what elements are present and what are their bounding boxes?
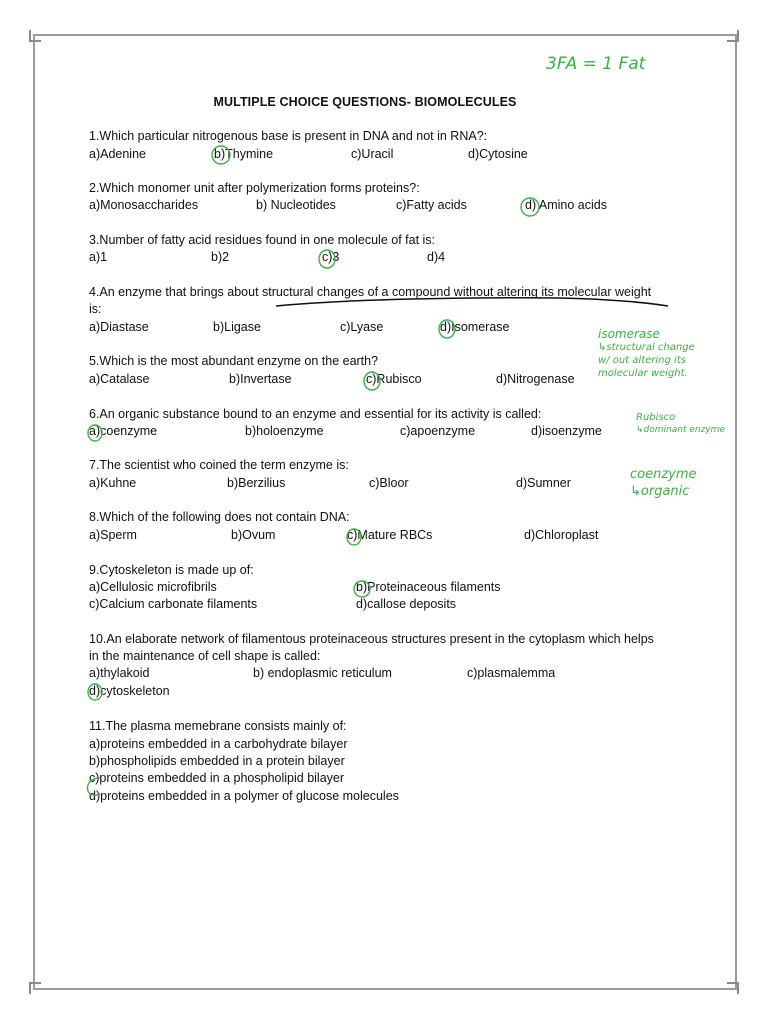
option: d)callose deposits [356, 597, 457, 611]
option: c)Uracil [351, 147, 394, 161]
option: d)Cytosine [468, 147, 528, 161]
option: c)Lyase [340, 320, 384, 334]
option: b)Berzilius [227, 476, 286, 490]
question-text-cont: is: [89, 302, 102, 316]
option: d)Isomerase [440, 320, 510, 334]
option: a)coenzyme [89, 424, 158, 438]
question-text: 9.Cytoskeleton is made up of: [89, 563, 254, 577]
option: a)Cellulosic microfibrils [89, 580, 217, 594]
question-text: 10.An elaborate network of filamentous proteinaceous structures present in the cytoplasm which helps [89, 632, 654, 646]
option: d)cytoskeleton [89, 684, 170, 698]
option: a)Diastase [89, 320, 149, 334]
corner-mark [29, 982, 41, 994]
option: d)4 [427, 250, 446, 264]
option: b)holoenzyme [245, 424, 324, 438]
option: a)1 [89, 250, 108, 264]
option: d)Chloroplast [524, 528, 599, 542]
question-text: 2.Which monomer unit after polymerization forms proteins?: [89, 181, 420, 195]
option: a)Kuhne [89, 476, 137, 490]
option: a)proteins embedded in a carbohydrate bilayer [89, 737, 348, 751]
handwritten-note-rubisco: Rubisco ↳dominant enzyme [636, 412, 725, 435]
option: c)3 [322, 250, 340, 264]
corner-mark [727, 982, 739, 994]
option: b)Thymine [214, 147, 274, 161]
option: b)2 [211, 250, 230, 264]
option: c)Fatty acids [396, 198, 467, 212]
handwritten-note-isomerase: isomerase ↳structural change w/ out altering its molecular weight. [598, 327, 695, 379]
question-text: 5.Which is the most abundant enzyme on the earth? [89, 354, 379, 368]
option: a)Sperm [89, 528, 137, 542]
option: c)Mature RBCs [347, 528, 433, 542]
question-text: 4.An enzyme that brings about structural changes of a compound without altering its molecular weight [89, 285, 652, 299]
question-text: 1.Which particular nitrogenous base is present in DNA and not in RNA?: [89, 129, 488, 143]
option: c)Bloor [369, 476, 409, 490]
question-text: 8.Which of the following does not contain DNA: [89, 510, 350, 524]
option: d) Amino acids [525, 198, 607, 212]
option: c)Calcium carbonate filaments [89, 597, 258, 611]
option: c)Rubisco [366, 372, 422, 386]
option: a)Monosaccharides [89, 198, 199, 212]
option: b) Nucleotides [256, 198, 336, 212]
option: b)Ligase [213, 320, 261, 334]
option: a)thylakoid [89, 666, 150, 680]
option: c)plasmalemma [467, 666, 556, 680]
option: a)Adenine [89, 147, 146, 161]
option: d)Nitrogenase [496, 372, 575, 386]
question-text: 6.An organic substance bound to an enzyme and essential for its activity is called: [89, 407, 542, 421]
option: c)proteins embedded in a phospholipid bilayer [89, 771, 345, 785]
option: b)phospholipids embedded in a protein bilayer [89, 754, 345, 768]
option: b) endoplasmic reticulum [253, 666, 392, 680]
handwritten-note-coenzyme: coenzyme ↳organic [630, 467, 697, 499]
handwritten-note-top: 3FA = 1 Fat [546, 54, 646, 74]
option: c)apoenzyme [400, 424, 476, 438]
option: d)Sumner [516, 476, 571, 490]
corner-mark [727, 30, 739, 42]
option: d)proteins embedded in a polymer of glucose molecules [89, 789, 399, 803]
page-title: MULTIPLE CHOICE QUESTIONS- BIOMOLECULES [213, 95, 517, 109]
question-text-cont: in the maintenance of cell shape is called: [89, 649, 321, 663]
option: b)Invertase [229, 372, 292, 386]
option: d)isoenzyme [531, 424, 602, 438]
corner-mark [29, 30, 41, 42]
option: a)Catalase [89, 372, 150, 386]
option: b)Proteinaceous filaments [356, 580, 501, 594]
option: b)Ovum [231, 528, 276, 542]
question-text: 7.The scientist who coined the term enzyme is: [89, 458, 349, 472]
question-text: 11.The plasma memebrane consists mainly of: [89, 719, 347, 733]
question-text: 3.Number of fatty acid residues found in one molecule of fat is: [89, 233, 436, 247]
